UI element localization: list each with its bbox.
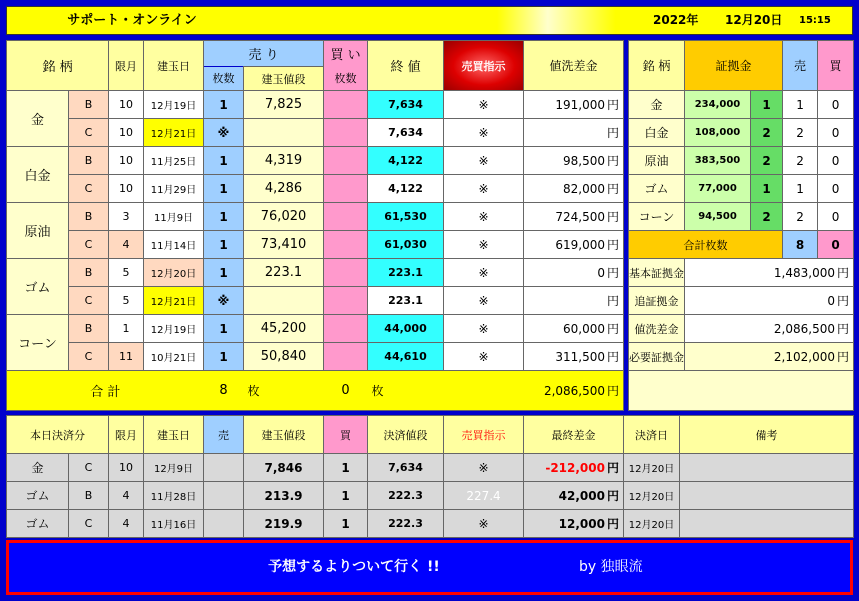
total-diff-unit: 円 bbox=[607, 384, 620, 398]
summary-value-value: 0 bbox=[827, 294, 835, 308]
summary-value bbox=[685, 343, 854, 371]
close-price: 4,122 bbox=[368, 147, 444, 175]
positions-table bbox=[6, 40, 624, 411]
summary-value bbox=[685, 259, 854, 287]
settled-final-value: 12,000 bbox=[558, 517, 605, 531]
side-margin: 108,000 bbox=[685, 119, 751, 147]
settled-type: B bbox=[69, 482, 109, 510]
settled-note bbox=[680, 482, 854, 510]
settled-buy: 1 bbox=[324, 510, 368, 538]
position-date: 11月14日 bbox=[144, 231, 204, 259]
settled-month: 4 bbox=[109, 482, 144, 510]
total-label: 合 計 bbox=[7, 371, 204, 411]
contract-month: 10 bbox=[109, 119, 144, 147]
col-meigara: 銘 柄 bbox=[7, 41, 109, 91]
col-kai: 買 い bbox=[324, 41, 368, 67]
side-sell: 2 bbox=[783, 147, 818, 175]
side-buy: 0 bbox=[818, 119, 854, 147]
header-time: 15:15 bbox=[799, 15, 831, 26]
close-price: 223.1 bbox=[368, 287, 444, 315]
sell-qty: ※ bbox=[204, 119, 244, 147]
buy-qty bbox=[324, 203, 368, 231]
mark-to-market-value: 191,000 bbox=[555, 98, 606, 112]
mark-to-market-unit: 円 bbox=[607, 322, 620, 336]
mark-to-market bbox=[524, 175, 624, 203]
close-price: 7,634 bbox=[368, 119, 444, 147]
col-uri: 売 り bbox=[204, 41, 324, 67]
position-type: C bbox=[69, 343, 109, 371]
settled-type: C bbox=[69, 510, 109, 538]
settled-final-unit: 円 bbox=[606, 517, 619, 531]
buy-qty bbox=[324, 147, 368, 175]
side-col-kai: 買 bbox=[818, 41, 854, 91]
close-price: 44,000 bbox=[368, 315, 444, 343]
position-price bbox=[244, 287, 324, 315]
settled-table bbox=[6, 415, 854, 538]
mark-to-market-value: 311,500 bbox=[555, 350, 606, 364]
close-price: 4,122 bbox=[368, 175, 444, 203]
position-price: 76,020 bbox=[244, 203, 324, 231]
close-price: 223.1 bbox=[368, 259, 444, 287]
position-date: 11月25日 bbox=[144, 147, 204, 175]
side-total-label: 合計枚数 bbox=[629, 231, 783, 259]
table-row bbox=[629, 175, 854, 203]
contract-month: 10 bbox=[109, 147, 144, 175]
side-commodity: 白金 bbox=[629, 119, 685, 147]
settled-month: 10 bbox=[109, 454, 144, 482]
sell-qty: 1 bbox=[204, 343, 244, 371]
side-margin: 234,000 bbox=[685, 91, 751, 119]
side-sell: 2 bbox=[783, 119, 818, 147]
close-price: 7,634 bbox=[368, 91, 444, 119]
header-bar bbox=[6, 6, 853, 35]
settled-price: 213.9 bbox=[244, 482, 324, 510]
commodity-name: 金 bbox=[7, 91, 69, 147]
table-row bbox=[7, 482, 854, 510]
buy-qty bbox=[324, 231, 368, 259]
mark-to-market bbox=[524, 343, 624, 371]
position-type: B bbox=[69, 259, 109, 287]
position-type: B bbox=[69, 147, 109, 175]
bcol-kessai-nedan: 決済値段 bbox=[368, 416, 444, 454]
col-gengetsu: 限月 bbox=[109, 41, 144, 91]
position-date: 10月21日 bbox=[144, 343, 204, 371]
bcol-biko: 備考 bbox=[680, 416, 854, 454]
summary-row bbox=[629, 259, 854, 287]
table-row bbox=[7, 343, 624, 371]
settled-settle-date: 12月20日 bbox=[624, 454, 680, 482]
summary-label: 値洗差金 bbox=[629, 315, 685, 343]
side-buy: 0 bbox=[818, 175, 854, 203]
position-price: 223.1 bbox=[244, 259, 324, 287]
bcol-gengetsu: 限月 bbox=[109, 416, 144, 454]
side-col-shokokin: 証拠金 bbox=[685, 41, 783, 91]
table-row bbox=[7, 454, 854, 482]
sell-qty: 1 bbox=[204, 175, 244, 203]
mark-to-market-unit: 円 bbox=[607, 350, 620, 364]
slogan-banner bbox=[6, 540, 853, 595]
summary-value bbox=[685, 315, 854, 343]
sell-qty: 1 bbox=[204, 231, 244, 259]
contract-month: 3 bbox=[109, 203, 144, 231]
table-row bbox=[7, 231, 624, 259]
commodity-name: ゴム bbox=[7, 259, 69, 315]
bcol-baibai-shiji: 売買指示 bbox=[444, 416, 524, 454]
bcol-tategyokubi: 建玉日 bbox=[144, 416, 204, 454]
buy-qty bbox=[324, 315, 368, 343]
settled-instruction: ※ bbox=[444, 454, 524, 482]
side-sell: 1 bbox=[783, 175, 818, 203]
margin-table bbox=[628, 40, 854, 411]
position-type: C bbox=[69, 119, 109, 147]
contract-month: 1 bbox=[109, 315, 144, 343]
settled-date: 11月16日 bbox=[144, 510, 204, 538]
mark-to-market-value: 619,000 bbox=[555, 238, 606, 252]
position-type: C bbox=[69, 231, 109, 259]
app-title: サポート・オンライン bbox=[67, 13, 197, 28]
table-row bbox=[7, 315, 624, 343]
position-type: B bbox=[69, 91, 109, 119]
col-tategyoku-nedan: 建玉値段 bbox=[244, 67, 324, 91]
position-type: C bbox=[69, 175, 109, 203]
mark-to-market-value: 60,000 bbox=[563, 322, 606, 336]
settled-settle-price: 222.3 bbox=[368, 482, 444, 510]
side-margin-count: 2 bbox=[751, 203, 783, 231]
col-nearai: 値洗差金 bbox=[524, 41, 624, 91]
settled-note bbox=[680, 510, 854, 538]
table-row bbox=[7, 203, 624, 231]
position-date: 12月21日 bbox=[144, 287, 204, 315]
settled-commodity: 金 bbox=[7, 454, 69, 482]
trade-instruction: ※ bbox=[444, 343, 524, 371]
settled-final-value: 42,000 bbox=[558, 489, 605, 503]
buy-qty bbox=[324, 175, 368, 203]
buy-qty bbox=[324, 91, 368, 119]
total-buy-unit: 枚 bbox=[368, 371, 444, 411]
summary-label: 必要証拠金 bbox=[629, 343, 685, 371]
table-row bbox=[7, 119, 624, 147]
side-blank bbox=[629, 371, 854, 411]
sell-qty: 1 bbox=[204, 259, 244, 287]
trade-instruction: ※ bbox=[444, 259, 524, 287]
settled-buy: 1 bbox=[324, 482, 368, 510]
mark-to-market-unit: 円 bbox=[607, 294, 620, 308]
buy-qty bbox=[324, 343, 368, 371]
position-price: 4,286 bbox=[244, 175, 324, 203]
settled-instruction: ※ bbox=[444, 510, 524, 538]
side-commodity: コーン bbox=[629, 203, 685, 231]
summary-value-unit: 円 bbox=[837, 322, 850, 336]
total-diff bbox=[524, 371, 624, 411]
mark-to-market-value: 82,000 bbox=[563, 182, 606, 196]
sell-qty: 1 bbox=[204, 315, 244, 343]
settled-sell bbox=[204, 510, 244, 538]
side-margin: 94,500 bbox=[685, 203, 751, 231]
position-date: 12月19日 bbox=[144, 91, 204, 119]
position-price: 50,840 bbox=[244, 343, 324, 371]
contract-month: 5 bbox=[109, 287, 144, 315]
side-total-row bbox=[629, 231, 854, 259]
mark-to-market-unit: 円 bbox=[607, 98, 620, 112]
table-row bbox=[7, 91, 624, 119]
summary-row bbox=[629, 315, 854, 343]
mark-to-market-value: 0 bbox=[597, 266, 606, 280]
position-type: B bbox=[69, 203, 109, 231]
settled-settle-date: 12月20日 bbox=[624, 482, 680, 510]
trade-instruction: ※ bbox=[444, 91, 524, 119]
settled-note bbox=[680, 454, 854, 482]
total-buy: 0 bbox=[324, 371, 368, 411]
settled-settle-price: 7,634 bbox=[368, 454, 444, 482]
table-row bbox=[629, 91, 854, 119]
position-price: 4,319 bbox=[244, 147, 324, 175]
commodity-name: 原油 bbox=[7, 203, 69, 259]
header-date: 12月20日 bbox=[725, 13, 783, 27]
mark-to-market bbox=[524, 231, 624, 259]
side-blank-row bbox=[629, 371, 854, 411]
side-margin-count: 2 bbox=[751, 119, 783, 147]
side-margin-count: 1 bbox=[751, 175, 783, 203]
summary-label: 追証拠金 bbox=[629, 287, 685, 315]
summary-value-unit: 円 bbox=[837, 350, 850, 364]
mark-to-market bbox=[524, 287, 624, 315]
bcol-uri: 売 bbox=[204, 416, 244, 454]
settled-final-unit: 円 bbox=[606, 461, 619, 475]
banner-slogan: 予想するよりついて行く !! bbox=[268, 559, 440, 575]
side-commodity: 原油 bbox=[629, 147, 685, 175]
side-total-buy: 0 bbox=[818, 231, 854, 259]
summary-value-unit: 円 bbox=[837, 266, 850, 280]
side-buy: 0 bbox=[818, 203, 854, 231]
contract-month: 4 bbox=[109, 231, 144, 259]
position-type: C bbox=[69, 287, 109, 315]
trade-instruction: ※ bbox=[444, 231, 524, 259]
settled-instruction: 227.4 bbox=[444, 482, 524, 510]
mark-to-market bbox=[524, 259, 624, 287]
settled-price: 219.9 bbox=[244, 510, 324, 538]
mark-to-market-unit: 円 bbox=[607, 154, 620, 168]
table-row bbox=[7, 175, 624, 203]
summary-value-unit: 円 bbox=[837, 294, 850, 308]
position-price: 7,825 bbox=[244, 91, 324, 119]
contract-month: 10 bbox=[109, 91, 144, 119]
mark-to-market-unit: 円 bbox=[607, 126, 620, 140]
mark-to-market bbox=[524, 147, 624, 175]
mark-to-market-unit: 円 bbox=[607, 266, 620, 280]
position-price: 73,410 bbox=[244, 231, 324, 259]
settled-final bbox=[524, 510, 624, 538]
mark-to-market bbox=[524, 203, 624, 231]
summary-row bbox=[629, 287, 854, 315]
table-row bbox=[7, 147, 624, 175]
table-row bbox=[7, 259, 624, 287]
trade-instruction: ※ bbox=[444, 315, 524, 343]
bcol-kessaibi: 決済日 bbox=[624, 416, 680, 454]
summary-row bbox=[629, 343, 854, 371]
table-row bbox=[629, 119, 854, 147]
position-price: 45,200 bbox=[244, 315, 324, 343]
side-margin: 383,500 bbox=[685, 147, 751, 175]
trade-instruction: ※ bbox=[444, 147, 524, 175]
position-date: 11月29日 bbox=[144, 175, 204, 203]
col-maisu-uri: 枚数 bbox=[204, 67, 244, 91]
position-date: 12月20日 bbox=[144, 259, 204, 287]
sell-qty: ※ bbox=[204, 287, 244, 315]
summary-value bbox=[685, 287, 854, 315]
position-date: 12月19日 bbox=[144, 315, 204, 343]
trade-instruction: ※ bbox=[444, 119, 524, 147]
table-row bbox=[7, 287, 624, 315]
settled-settle-price: 222.3 bbox=[368, 510, 444, 538]
position-type: B bbox=[69, 315, 109, 343]
settled-final bbox=[524, 482, 624, 510]
position-date: 11月9日 bbox=[144, 203, 204, 231]
side-buy: 0 bbox=[818, 91, 854, 119]
mark-to-market-unit: 円 bbox=[607, 182, 620, 196]
settled-final-value: -212,000 bbox=[545, 461, 605, 475]
bcol-saishu: 最終差金 bbox=[524, 416, 624, 454]
side-margin: 77,000 bbox=[685, 175, 751, 203]
settled-commodity: ゴム bbox=[7, 510, 69, 538]
side-sell: 1 bbox=[783, 91, 818, 119]
col-baibai-shiji: 売買指示 bbox=[444, 41, 524, 91]
settled-buy: 1 bbox=[324, 454, 368, 482]
side-buy: 0 bbox=[818, 147, 854, 175]
table-row bbox=[7, 510, 854, 538]
settled-date: 11月28日 bbox=[144, 482, 204, 510]
side-col-meigara: 銘 柄 bbox=[629, 41, 685, 91]
col-owarine: 終 値 bbox=[368, 41, 444, 91]
settled-sell bbox=[204, 454, 244, 482]
settled-final-unit: 円 bbox=[606, 489, 619, 503]
close-price: 61,530 bbox=[368, 203, 444, 231]
summary-label: 基本証拠金 bbox=[629, 259, 685, 287]
mark-to-market-value: 724,500 bbox=[555, 210, 606, 224]
settled-date: 12月9日 bbox=[144, 454, 204, 482]
mark-to-market bbox=[524, 315, 624, 343]
summary-value-value: 1,483,000 bbox=[773, 266, 835, 280]
bcol-kai: 買 bbox=[324, 416, 368, 454]
header-year: 2022年 bbox=[653, 13, 699, 27]
contract-month: 5 bbox=[109, 259, 144, 287]
contract-month: 11 bbox=[109, 343, 144, 371]
position-date: 12月21日 bbox=[144, 119, 204, 147]
settled-month: 4 bbox=[109, 510, 144, 538]
buy-qty bbox=[324, 287, 368, 315]
summary-value-value: 2,086,500 bbox=[773, 322, 835, 336]
side-commodity: ゴム bbox=[629, 175, 685, 203]
total-blank bbox=[444, 371, 524, 411]
table-row bbox=[629, 147, 854, 175]
buy-qty bbox=[324, 259, 368, 287]
buy-qty bbox=[324, 119, 368, 147]
side-total-sell: 8 bbox=[783, 231, 818, 259]
total-sell: 8 bbox=[204, 371, 244, 411]
settled-type: C bbox=[69, 454, 109, 482]
mark-to-market-unit: 円 bbox=[607, 238, 620, 252]
slogan-banner-inner bbox=[9, 543, 850, 592]
mark-to-market bbox=[524, 119, 624, 147]
settled-final bbox=[524, 454, 624, 482]
side-col-uri: 売 bbox=[783, 41, 818, 91]
contract-month: 10 bbox=[109, 175, 144, 203]
mark-to-market bbox=[524, 91, 624, 119]
sell-qty: 1 bbox=[204, 91, 244, 119]
summary-value-value: 2,102,000 bbox=[773, 350, 835, 364]
side-margin-count: 2 bbox=[751, 147, 783, 175]
bcol-honjitsu: 本日決済分 bbox=[7, 416, 109, 454]
commodity-name: 白金 bbox=[7, 147, 69, 203]
total-row bbox=[7, 371, 624, 411]
side-sell: 2 bbox=[783, 203, 818, 231]
settled-price: 7,846 bbox=[244, 454, 324, 482]
bcol-tategyoku-nedan: 建玉値段 bbox=[244, 416, 324, 454]
side-margin-count: 1 bbox=[751, 91, 783, 119]
settled-commodity: ゴム bbox=[7, 482, 69, 510]
table-row bbox=[629, 203, 854, 231]
trade-instruction: ※ bbox=[444, 203, 524, 231]
mark-to-market-unit: 円 bbox=[607, 210, 620, 224]
side-commodity: 金 bbox=[629, 91, 685, 119]
total-sell-unit: 枚 bbox=[244, 371, 324, 411]
settled-settle-date: 12月20日 bbox=[624, 510, 680, 538]
trade-instruction: ※ bbox=[444, 287, 524, 315]
close-price: 61,030 bbox=[368, 231, 444, 259]
sell-qty: 1 bbox=[204, 203, 244, 231]
banner-by: by 独眼流 bbox=[579, 559, 643, 575]
col-maisu-kai: 枚数 bbox=[324, 67, 368, 91]
col-tategyokubi: 建玉日 bbox=[144, 41, 204, 91]
mark-to-market-value: 98,500 bbox=[563, 154, 606, 168]
settled-sell bbox=[204, 482, 244, 510]
sell-qty: 1 bbox=[204, 147, 244, 175]
position-price bbox=[244, 119, 324, 147]
total-diff-value: 2,086,500 bbox=[543, 384, 606, 398]
commodity-name: コーン bbox=[7, 315, 69, 371]
close-price: 44,610 bbox=[368, 343, 444, 371]
trade-instruction: ※ bbox=[444, 175, 524, 203]
